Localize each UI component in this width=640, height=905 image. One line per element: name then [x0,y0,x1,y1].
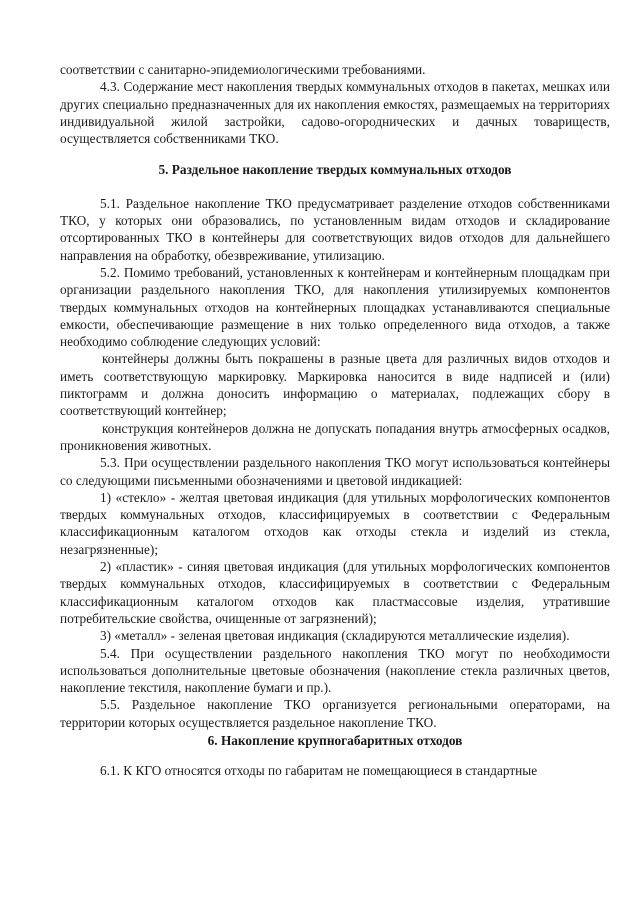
section-5-heading: 5. Раздельное накопление твердых коммунальных отходов [158,162,512,178]
paragraph-5-5: 5.5. Раздельное накопление ТКО организуется региональными операторами, на территории которых осуществляется раздельное накопление ТКО. [60,697,610,730]
document-page [60,61,610,780]
paragraph-4-3: 4.3. Содержание мест накопления твердых коммунальных отходов в пакетах, мешках или других специально предназначенных для их накопления емкостях, размещаемых на территориях индивидуальной жилой застройки, садово-огороднических и дачных товариществ, осуществляется собственниками ТКО. [60,79,610,147]
list-item-glass: 1) «стекло» - желтая цветовая индикация (для утильных морфологических компонентов твердых коммунальных отходов, классифицируемых в соответствии с Федеральным классификационным каталогом отходов как отходы стекла и изделий из стекла, незагрязненные); [60,489,610,557]
list-item-plastic: 2) «пластик» - синяя цветовая индикация (для утильных морфологических компонентов твердых коммунальных отходов, классифицируемых в соответствии с Федеральным классификационным каталогом отходов как пластмассовые изделия, утратившие потребительские свойства, очищенные от загрязнений); [60,559,610,626]
paragraph-continuation: соответствии с санитарно-эпидемиологическими требованиями. [60,62,426,77]
section-6-heading: 6. Накопление крупногабаритных отходов [207,732,463,748]
paragraph-5-4: 5.4. При осуществлении раздельного накопления ТКО могут по необходимости использоваться дополнительные цветовые обозначения (накопление стекла различных цветов, накопление текстиля, накопление бумаги и пр.). [60,645,610,696]
paragraph-containers-construction: конструкция контейнеров должна не допускать попадания внутрь атмосферных осадков, проникновения животных. [60,420,610,453]
paragraph-5-1: 5.1. Раздельное накопление ТКО предусматривает разделение отходов собственниками ТКО, у которых они образовались, по установленным видам отходов и складирование отсортированных ТКО в контейнеры для соответствующих видов отходов для дальнейшего направления на обработку, обезвреживание, утилизацию. [60,195,610,263]
paragraph-6-1: 6.1. К КГО относятся отходы по габаритам не помещающиеся в стандартные [100,763,538,779]
paragraph-containers-colors: контейнеры должны быть покрашены в разные цвета для различных видов отходов и иметь соответствующую маркировку. Маркировка наносится в виде надписей и (или) пиктограмм и должна доносить информацию о материалах, подлежащих сбору в соответствующий контейнер; [60,351,610,419]
list-item-metal: 3) «металл» - зеленая цветовая индикация (складируются металлические изделия). [100,628,570,644]
paragraph-5-2: 5.2. Помимо требований, установленных к контейнерам и контейнерным площадкам при организации раздельного накопления ТКО, для накопления утилизируемых компонентов твердых коммунальных отходов на контейнерных площадках устанавливаются специальные емкости, обеспечивающие размещение в них только определенного вида отходов, а также необходимо соблюдение следующих условий: [60,264,610,350]
paragraph-5-3: 5.3. При осуществлении раздельного накопления ТКО могут использоваться контейнеры со следующими письменными обозначениями и цветовой индикацией: [60,455,610,488]
